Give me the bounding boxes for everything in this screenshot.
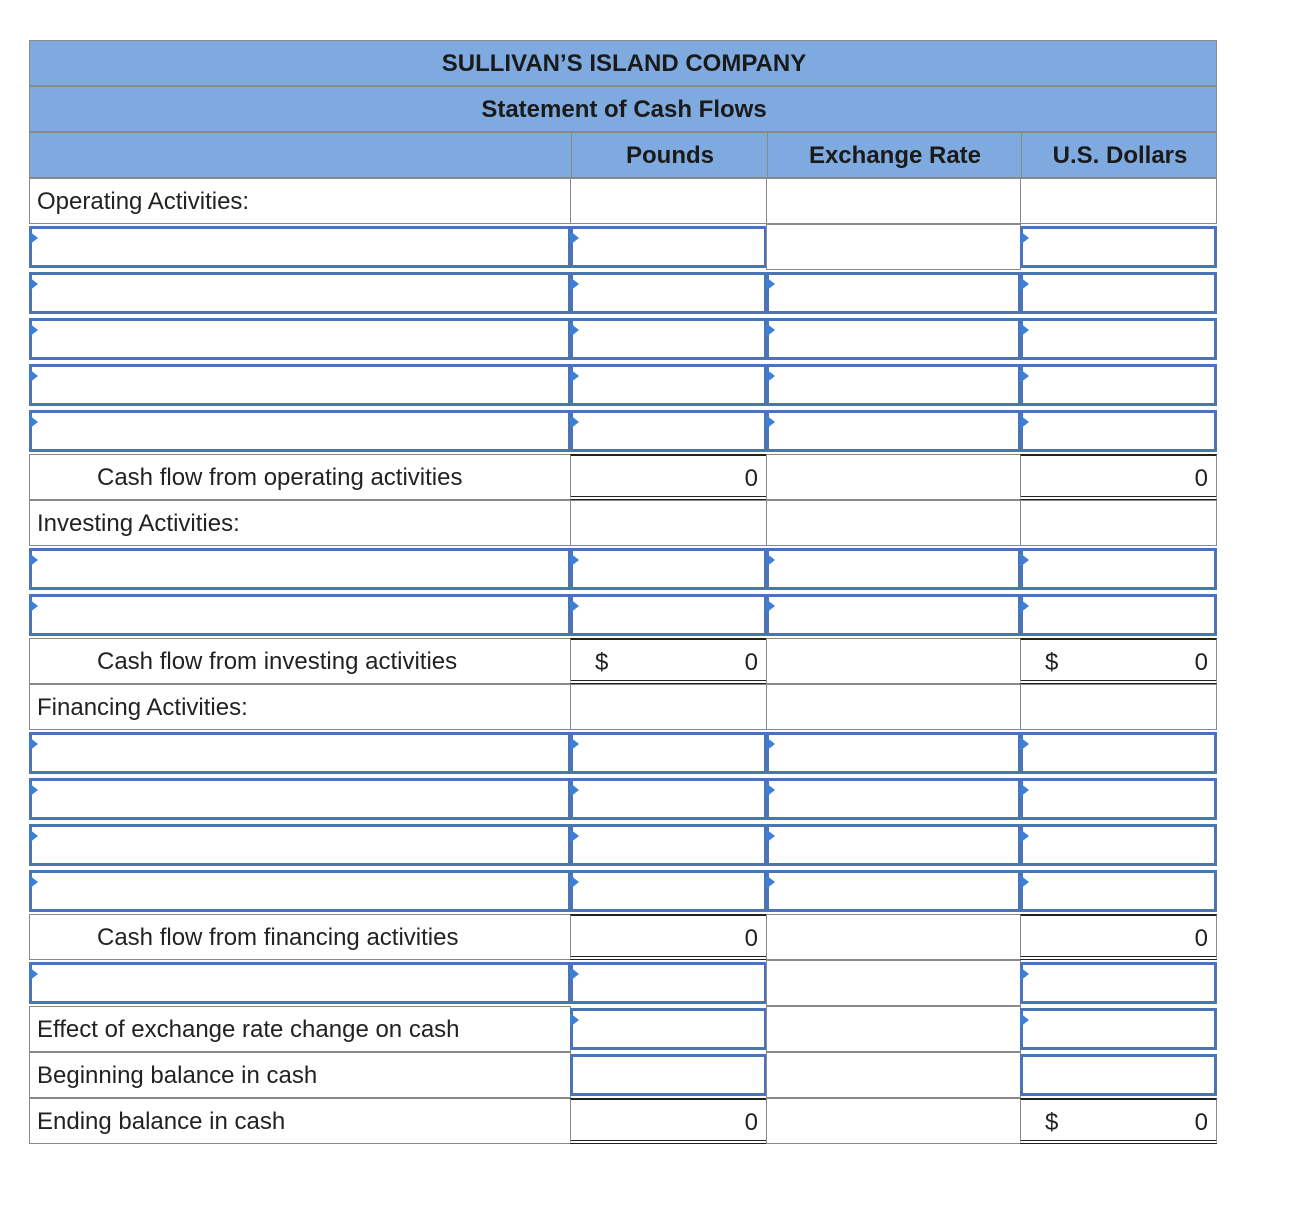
operating-input-row [29, 408, 1217, 454]
financing-item-dropdown[interactable] [29, 778, 571, 820]
column-header-exchange-rate: Exchange Rate [767, 133, 1022, 177]
beginning-balance-label: Beginning balance in cash [37, 1062, 318, 1089]
financing-usd-input[interactable] [1020, 778, 1217, 820]
dropdown-marker-icon [766, 277, 775, 291]
ending-balance-usd: 0 [1194, 1109, 1208, 1136]
column-header-pounds: Pounds [571, 133, 768, 177]
operating-input-row [29, 224, 1217, 270]
dropdown-marker-icon [1020, 1013, 1029, 1027]
dropdown-marker-icon [29, 369, 38, 383]
dropdown-marker-icon [570, 415, 579, 429]
financing-item-dropdown[interactable] [29, 824, 571, 866]
investing-pounds-input[interactable] [570, 594, 767, 636]
dropdown-marker-icon [570, 967, 579, 981]
header-statement-row [29, 86, 1217, 132]
ending-balance-pounds: 0 [744, 1109, 758, 1136]
investing-pounds-input[interactable] [570, 548, 767, 590]
operating-total-row [29, 454, 1217, 500]
dropdown-marker-icon [766, 829, 775, 843]
dropdown-marker-icon [29, 553, 38, 567]
effect-label: Effect of exchange rate change on cash [37, 1016, 460, 1043]
dropdown-marker-icon [1020, 829, 1029, 843]
investing-total-label: Cash flow from investing activities [97, 648, 458, 675]
operating-item-dropdown[interactable] [29, 364, 571, 406]
operating-item-dropdown[interactable] [29, 410, 571, 452]
operating-usd-input[interactable] [1020, 318, 1217, 360]
beginning-balance-usd-input[interactable] [1020, 1054, 1217, 1096]
dropdown-marker-icon [29, 599, 38, 613]
dropdown-marker-icon [1020, 323, 1029, 337]
column-header-us-dollars: U.S. Dollars [1021, 133, 1218, 177]
operating-total-label: Cash flow from operating activities [97, 464, 463, 491]
investing-item-dropdown[interactable] [29, 548, 571, 590]
operating-input-row [29, 362, 1217, 408]
investing-total-usd: 0 [1194, 649, 1208, 676]
investing-rate-input[interactable] [766, 594, 1021, 636]
financing-rate-input[interactable] [766, 824, 1021, 866]
currency-symbol: $ [1045, 649, 1059, 676]
dropdown-marker-icon [29, 415, 38, 429]
operating-usd-input[interactable] [1020, 272, 1217, 314]
investing-rate-input[interactable] [766, 548, 1021, 590]
investing-total-row [29, 638, 1217, 684]
investing-input-row [29, 592, 1217, 638]
investing-heading: Investing Activities: [37, 510, 240, 537]
dropdown-marker-icon [766, 875, 775, 889]
dropdown-marker-icon [766, 323, 775, 337]
net-change-item-dropdown[interactable] [29, 962, 571, 1004]
operating-total-pounds: 0 [744, 465, 758, 492]
financing-total-pounds: 0 [744, 925, 758, 952]
dropdown-marker-icon [570, 737, 579, 751]
operating-pounds-input[interactable] [570, 364, 767, 406]
financing-rate-input[interactable] [766, 870, 1021, 912]
operating-usd-input[interactable] [1020, 364, 1217, 406]
operating-rate-input[interactable] [766, 318, 1021, 360]
operating-pounds-input[interactable] [570, 318, 767, 360]
dropdown-marker-icon [1020, 875, 1029, 889]
dropdown-marker-icon [766, 369, 775, 383]
dropdown-marker-icon [1020, 737, 1029, 751]
financing-input-row [29, 776, 1217, 822]
dropdown-marker-icon [29, 783, 38, 797]
dropdown-marker-icon [570, 1013, 579, 1027]
financing-pounds-input[interactable] [570, 824, 767, 866]
financing-item-dropdown[interactable] [29, 732, 571, 774]
investing-heading-row [29, 500, 1217, 546]
financing-input-row [29, 730, 1217, 776]
dropdown-marker-icon [766, 783, 775, 797]
beginning-balance-row [29, 1052, 1217, 1098]
beginning-balance-pounds-input[interactable] [570, 1054, 767, 1096]
dropdown-marker-icon [1020, 369, 1029, 383]
dropdown-marker-icon [570, 553, 579, 567]
investing-total-pounds: 0 [744, 649, 758, 676]
financing-pounds-input[interactable] [570, 870, 767, 912]
operating-input-row [29, 270, 1217, 316]
ending-balance-label: Ending balance in cash [37, 1108, 286, 1135]
financing-usd-input[interactable] [1020, 870, 1217, 912]
operating-pounds-input[interactable] [570, 272, 767, 314]
dropdown-marker-icon [570, 277, 579, 291]
operating-usd-input[interactable] [1020, 226, 1217, 268]
dropdown-marker-icon [29, 737, 38, 751]
header-columns-row [29, 132, 1217, 178]
financing-input-row [29, 868, 1217, 914]
dropdown-marker-icon [766, 599, 775, 613]
statement-title: Statement of Cash Flows [481, 96, 767, 123]
header-company-row [29, 40, 1217, 86]
dropdown-marker-icon [570, 783, 579, 797]
financing-usd-input[interactable] [1020, 824, 1217, 866]
financing-total-label: Cash flow from financing activities [97, 924, 459, 951]
dropdown-marker-icon [29, 231, 38, 245]
effect-row [29, 1006, 1217, 1052]
dropdown-marker-icon [1020, 277, 1029, 291]
dropdown-marker-icon [570, 599, 579, 613]
net-change-input-row [29, 960, 1217, 1006]
currency-symbol: $ [595, 649, 609, 676]
financing-heading-row [29, 684, 1217, 730]
investing-input-row [29, 546, 1217, 592]
financing-total-usd: 0 [1194, 925, 1208, 952]
operating-heading: Operating Activities: [37, 188, 250, 215]
company-name: SULLIVAN’S ISLAND COMPANY [441, 50, 807, 77]
effect-usd-input[interactable] [1020, 1008, 1217, 1050]
currency-symbol: $ [1045, 1109, 1059, 1136]
dropdown-marker-icon [570, 231, 579, 245]
financing-pounds-input[interactable] [570, 778, 767, 820]
operating-rate-input[interactable] [766, 364, 1021, 406]
dropdown-marker-icon [1020, 783, 1029, 797]
financing-usd-input[interactable] [1020, 732, 1217, 774]
dropdown-marker-icon [1020, 231, 1029, 245]
operating-total-usd: 0 [1194, 465, 1208, 492]
dropdown-marker-icon [29, 829, 38, 843]
dropdown-marker-icon [29, 967, 38, 981]
dropdown-marker-icon [570, 829, 579, 843]
dropdown-marker-icon [766, 415, 775, 429]
financing-input-row [29, 822, 1217, 868]
operating-heading-row [29, 178, 1217, 224]
dropdown-marker-icon [29, 323, 38, 337]
financing-heading: Financing Activities: [37, 694, 248, 721]
operating-rate-input[interactable] [766, 410, 1021, 452]
investing-usd-input[interactable] [1020, 594, 1217, 636]
dropdown-marker-icon [570, 323, 579, 337]
investing-usd-input[interactable] [1020, 548, 1217, 590]
dropdown-marker-icon [570, 369, 579, 383]
dropdown-marker-icon [1020, 967, 1029, 981]
operating-item-dropdown[interactable] [29, 318, 571, 360]
dropdown-marker-icon [1020, 553, 1029, 567]
dropdown-marker-icon [29, 875, 38, 889]
net-change-pounds-input[interactable] [570, 962, 767, 1004]
dropdown-marker-icon [29, 277, 38, 291]
operating-item-dropdown[interactable] [29, 272, 571, 314]
operating-item-dropdown[interactable] [29, 226, 571, 268]
dropdown-marker-icon [766, 553, 775, 567]
operating-input-row [29, 316, 1217, 362]
investing-item-dropdown[interactable] [29, 594, 571, 636]
operating-usd-input[interactable] [1020, 410, 1217, 452]
operating-pounds-input[interactable] [570, 226, 767, 268]
net-change-usd-input[interactable] [1020, 962, 1217, 1004]
effect-pounds-input[interactable] [570, 1008, 767, 1050]
dropdown-marker-icon [1020, 415, 1029, 429]
dropdown-marker-icon [766, 737, 775, 751]
dropdown-marker-icon [1020, 599, 1029, 613]
financing-rate-input[interactable] [766, 732, 1021, 774]
ending-balance-row [29, 1098, 1217, 1144]
financing-rate-input[interactable] [766, 778, 1021, 820]
operating-pounds-input[interactable] [570, 410, 767, 452]
operating-rate-input[interactable] [766, 272, 1021, 314]
financing-total-row [29, 914, 1217, 960]
financing-item-dropdown[interactable] [29, 870, 571, 912]
financing-pounds-input[interactable] [570, 732, 767, 774]
dropdown-marker-icon [570, 875, 579, 889]
